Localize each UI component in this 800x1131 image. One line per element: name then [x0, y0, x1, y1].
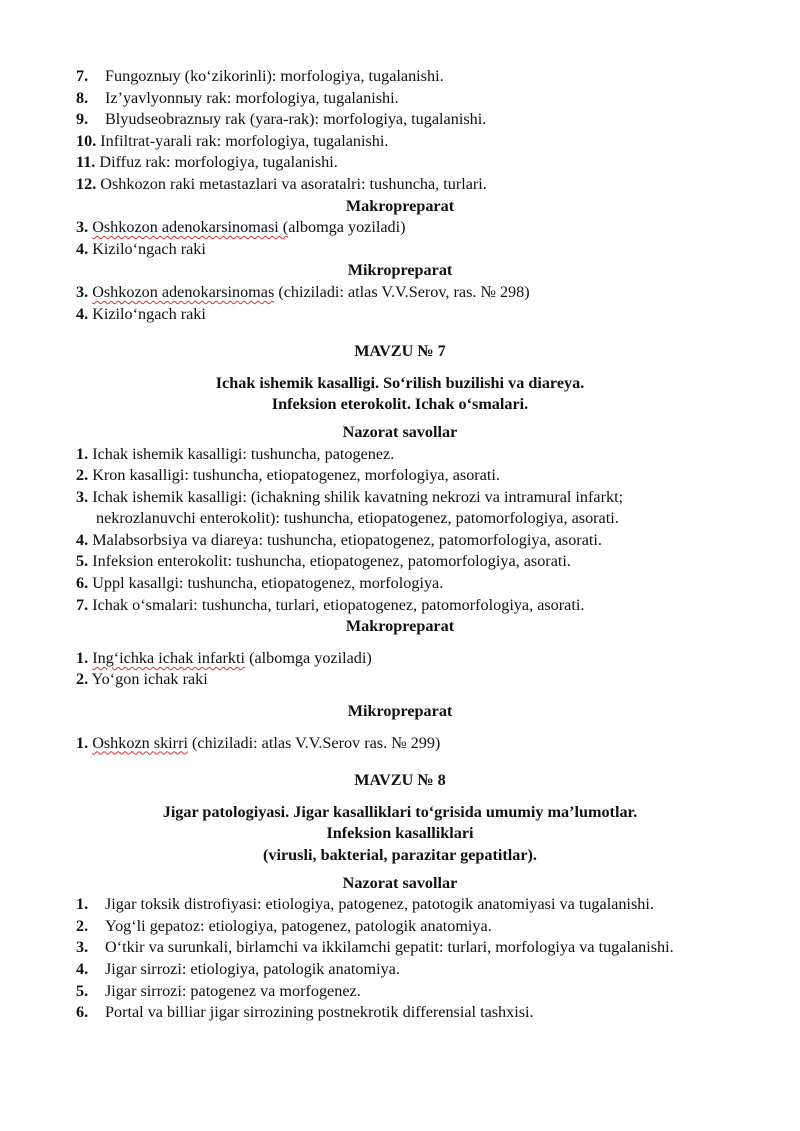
underlined-term: Ing‘ichka ichak infarkti: [92, 648, 246, 667]
list-item: 1. Oshkozn skirri (chiziladi: atlas V.V.Serov ras. № 299): [76, 733, 441, 752]
underlined-term: Oshkozn skirri: [92, 733, 188, 752]
list-item: 2. Yo‘gon ichak raki: [76, 670, 208, 689]
nazorat-savollar-heading: Nazorat savollar: [342, 873, 458, 892]
mavzu-8-title: MAVZU № 8: [354, 771, 446, 790]
list-item: 11. Diffuz rak: morfologiya, tugalanishi.: [76, 153, 338, 172]
mavzu-8-subtitle: Jigar patologiyasi. Jigar kasalliklari to‘grisida umumiy ma’lumotlar.: [162, 802, 638, 821]
question-item: 4. Malabsorbsiya va diareya: tushuncha, etiopatogenez, patomorfologiya, asorati.: [76, 530, 602, 549]
underlined-term: Oshkozon adenokarsinomasi (: [92, 218, 289, 237]
nazorat-savollar-heading: Nazorat savollar: [342, 422, 458, 441]
mavzu-8-subtitle: Infeksion kasalliklari: [326, 824, 474, 843]
question-item: 5. Jigar sirrozi: patogenez va morfogenez.: [76, 981, 361, 1000]
mavzu-8-subtitle: (virusli, bakterial, parazitar gepatitlar).: [263, 846, 537, 864]
question-item: 1. Jigar toksik distrofiyasi: etiologiya, patogenez, patotogik anatomiyasi va tugalanishi.: [76, 895, 654, 914]
page-content: [76, 66, 724, 1024]
question-item: 6. Uppl kasallgi: tushuncha, etiopatogenez, morfologiya.: [76, 574, 444, 593]
mavzu-7-subtitle: Infeksion eterokolit. Ichak o‘smalari.: [271, 395, 529, 414]
list-item: 12. Oshkozon raki metastazlari va asoratalri: tushuncha, turlari.: [76, 174, 487, 193]
mikropreparat-heading: Mikropreparat: [347, 261, 453, 280]
question-item: 2. Yog‘li gepatoz: etiologiya, patogenez, patologik anatomiya.: [76, 916, 492, 935]
list-item: 10. Infiltrat-yarali rak: morfologiya, tugalanishi.: [76, 131, 389, 150]
underlined-term: Oshkozon adenokarsinomas: [92, 282, 275, 301]
list-item: 4. Kizilo‘ngach raki: [76, 304, 206, 323]
makropreparat-heading: Makropreparat: [345, 617, 455, 636]
list-item: 4. Kizilo‘ngach raki: [76, 239, 206, 258]
question-item: 7. Ichak o‘smalari: tushuncha, turlari, etiopatogenez, patomorfologiya, asorati.: [76, 595, 585, 614]
question-item: 3. O‘tkir va surunkali, birlamchi va ikkilamchi gepatit: turlari, morfologiya va tugalanishi.: [76, 938, 674, 957]
list-item: 7. Fungoznыy (ko‘zikorinli): morfologiya, tugalanishi.: [76, 67, 444, 85]
mavzu-7-title: MAVZU № 7: [354, 342, 446, 361]
question-item-continuation: nekrozlanuvchi enterokolit): tushuncha, etiopatogenez, patomorfologiya, asorati.: [96, 509, 619, 528]
list-item: 9. Blyudseobraznыy rak (yara-rak): morfologiya, tugalanishi.: [76, 110, 487, 129]
question-item: 2. Kron kasalligi: tushuncha, etiopatogenez, morfologiya, asorati.: [76, 466, 500, 485]
makropreparat-heading: Makropreparat: [345, 196, 455, 215]
question-item: 5. Infeksion enterokolit: tushuncha, etiopatogenez, patomorfologiya, asorati.: [76, 552, 571, 571]
list-item: 3. Oshkozon adenokarsinomasi (albomga yoziladi): [76, 218, 406, 237]
list-item: 3. Oshkozon adenokarsinomas (chiziladi: atlas V.V.Serov, ras. № 298): [76, 282, 530, 301]
list-item: 1. Ing‘ichka ichak infarkti (albomga yoziladi): [76, 648, 372, 667]
question-item: 3. Ichak ishemik kasalligi: (ichakning shilik kavatning nekrozi va intramural infarkt;: [76, 487, 624, 506]
mikropreparat-heading: Mikropreparat: [347, 702, 453, 721]
question-item: 1. Ichak ishemik kasalligi: tushuncha, patogenez.: [76, 444, 395, 463]
question-item: 6. Portal va billiar jigar sirrozining postnekrotik differensial tashxisi.: [76, 1003, 534, 1022]
mavzu-7-subtitle: Ichak ishemik kasalligi. So‘rilish buzilishi va diareya.: [215, 373, 585, 392]
question-item: 4. Jigar sirrozi: etiologiya, patologik anatomiya.: [76, 959, 400, 978]
list-item: 8. Iz’yavlyonnыy rak: morfologiya, tugalanishi.: [76, 88, 399, 107]
